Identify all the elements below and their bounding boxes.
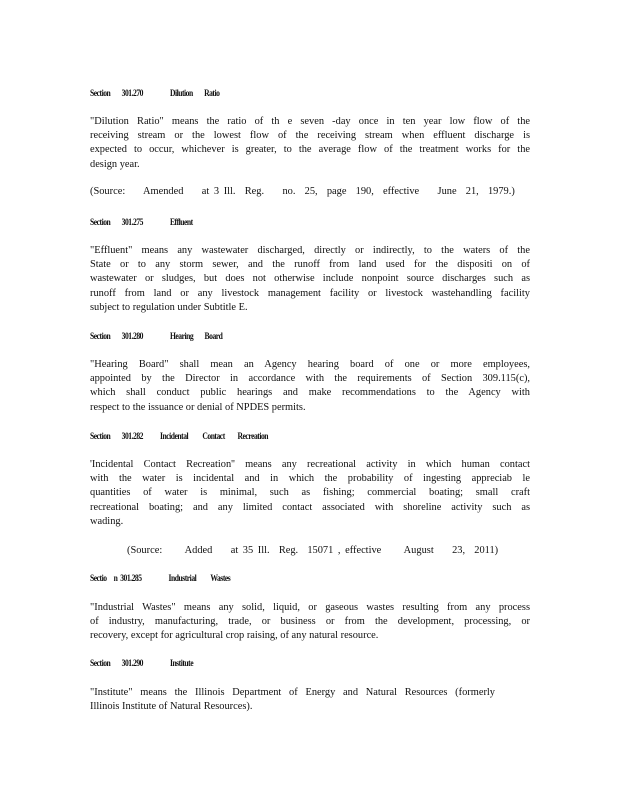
body-line: of industry, manufacturing, trade, or business or from the development, processing, or — [90, 616, 530, 628]
body-line: with the water is incidental and in which the probability of ingesting appreciab le — [90, 473, 530, 485]
body-line: "Dilution Ratio" means the ratio of th e seven -day once in ten year low flow of the — [90, 116, 530, 127]
section-heading-301-282: Section 301.282 Incidental Contact Recreation — [90, 432, 269, 442]
section-heading-301-280: Section 301.280 Hearing Board — [90, 332, 223, 342]
body-line: Illinois Institute of Natural Resources). — [90, 701, 253, 713]
body-line: quantities of water is minimal, such as fishing; commercial boating; small craft — [90, 487, 530, 499]
section-heading-301-270: Section 301.270 Dilution Ratio — [90, 89, 220, 99]
body-line: wastewater or sludges, but does not otherwise include nonpoint source discharges such as — [90, 273, 530, 285]
body-line: "Industrial Wastes" means any solid, liquid, or gaseous wastes resulting from any process — [90, 602, 530, 613]
source-note-301-282: (Source: Added at 35 Ill. Reg. 15071 , effective August 23, 2011) — [127, 545, 499, 556]
body-line: subject to regulation under Subtitle E. — [90, 301, 248, 313]
section-heading-301-290: Section 301.290 Institute — [90, 659, 194, 669]
body-line: expected to occur, whichever is greater, to the average flow of the treatment works for the — [90, 144, 530, 156]
section-heading-301-285: Sectio n 301.285 Industrial Wastes — [90, 574, 231, 584]
body-line: respect to the issuance or denial of NPDES permits. — [90, 401, 306, 413]
section-body-301-285 — [90, 601, 530, 644]
body-line: 'Incidental Contact Recreation'' means any recreational activity in which human contact — [90, 459, 530, 470]
body-line: State or to any storm sewer, and the runoff from land used for the dispositi on of — [90, 259, 530, 271]
body-line: runoff from land or any livestock management facility or livestock wastehandling facility — [90, 287, 530, 299]
body-line: recreational boating; and any limited contact associated with shoreline activity such as — [90, 501, 530, 513]
source-note-301-270: (Source: Amended at 3 Ill. Reg. no. 25, page 190, effective June 21, 1979.) — [90, 186, 515, 197]
body-line: "Institute" means the Illinois Department of Energy and Natural Resources (formerly — [90, 687, 495, 698]
body-line: "Effluent" means any wastewater discharged, directly or indirectly, to the waters of the — [90, 245, 530, 256]
body-line: "Hearing Board" shall mean an Agency hearing board of one or more employees, — [90, 359, 530, 370]
body-line: appointed by the Director in accordance with the requirements of Section 309.115(c), — [90, 373, 530, 385]
body-line: which shall conduct public hearings and make recommendations to the Agency with — [90, 387, 530, 399]
section-body-301-275 — [90, 244, 530, 315]
body-line: receiving stream or the lowest flow of the receiving stream when effluent discharge is — [90, 130, 530, 142]
section-body-301-290 — [90, 686, 530, 714]
section-heading-301-275: Section 301.275 Effluent — [90, 218, 193, 228]
body-line: design year. — [90, 158, 140, 170]
section-body-301-282 — [90, 458, 530, 529]
section-body-301-280 — [90, 358, 530, 415]
body-line: wading. — [90, 515, 124, 527]
section-body-301-270 — [90, 115, 530, 172]
body-line: recovery, except for agricultural crop raising, of any natural resource. — [90, 630, 379, 642]
